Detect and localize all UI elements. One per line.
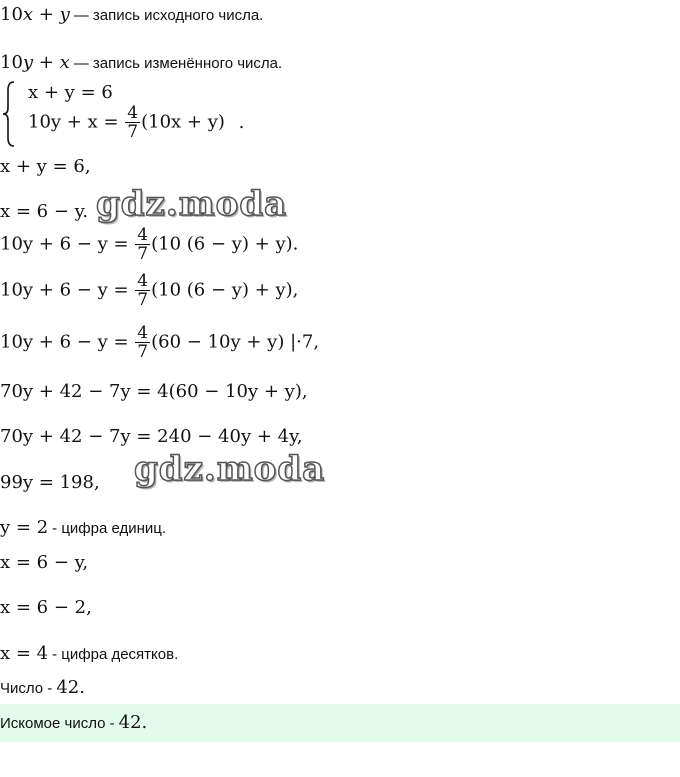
system-eq2-left: 10y + x =: [28, 111, 119, 133]
watermark-2: gdz.moda: [134, 449, 326, 489]
eq-right: (60 − 10y + y) |·7,: [151, 331, 320, 353]
fraction-numerator: 4: [127, 103, 139, 123]
eq-left: 10y + 6 − y =: [0, 279, 129, 301]
answer-line: [0, 712, 147, 733]
fraction-numerator: 4: [137, 225, 149, 245]
text-changed: — запись изменённого числа.: [73, 55, 283, 72]
eq-right: (10 (6 − y) + y).: [151, 233, 299, 255]
math-y-2: y = 2: [0, 517, 49, 538]
fraction-4-7: [125, 104, 140, 141]
line-multiplied: 70y + 42 − 7y = 4(60 − 10y + y),: [0, 381, 308, 402]
eq-right: (10 (6 − y) + y),: [151, 279, 299, 301]
fraction-4-7: [135, 226, 150, 263]
line-x-6-minus-y: x = 6 − y,: [0, 552, 89, 573]
eq-left: 10y + 6 − y =: [0, 233, 129, 255]
math-10y-plus-x: 10y + x: [0, 52, 70, 73]
system-dot: .: [238, 111, 245, 133]
math-x-4: x = 4: [0, 643, 49, 664]
line-y-result: [0, 517, 166, 538]
system-brace: [2, 80, 16, 148]
line-x-6-minus-2: x = 6 − 2,: [0, 597, 92, 618]
text-tens-digit: - цифра десятков.: [52, 646, 179, 663]
answer-text: Искомое число -: [0, 715, 115, 732]
line-number: [0, 677, 85, 698]
math-42: 42.: [56, 677, 85, 698]
line-original-number: [0, 4, 263, 25]
fraction-denominator: 7: [137, 244, 149, 264]
fraction-numerator: 4: [137, 323, 149, 343]
answer-value: 42.: [118, 712, 148, 733]
line-substitution-1: [0, 226, 298, 263]
line-x-result: [0, 643, 178, 664]
line-expand: [0, 324, 319, 361]
line-expanded: 70y + 42 − 7y = 240 − 40y + 4y,: [0, 426, 303, 447]
line-99y: 99y = 198,: [0, 472, 100, 493]
fraction-denominator: 7: [137, 290, 149, 310]
math-10x-plus-y: 10x + y: [0, 4, 70, 25]
watermark-1: gdz.moda: [96, 184, 288, 224]
line-x-plus-y: x + y = 6,: [0, 156, 91, 177]
fraction-4-7: [135, 324, 150, 361]
line-x-equals: x = 6 − y.: [0, 201, 89, 222]
system-eq1: x + y = 6: [28, 82, 113, 103]
fraction-denominator: 7: [137, 342, 149, 362]
eq-left: 10y + 6 − y =: [0, 331, 129, 353]
line-changed-number: [0, 52, 282, 73]
fraction-4-7: [135, 272, 150, 309]
text-original: — запись исходного числа.: [73, 7, 264, 24]
fraction-denominator: 7: [127, 122, 139, 142]
system-eq2-right: (10x + y): [141, 111, 225, 133]
text-number: Число -: [0, 680, 53, 697]
fraction-numerator: 4: [137, 271, 149, 291]
answer-box: [0, 704, 680, 742]
text-units-digit: - цифра единиц.: [52, 520, 167, 537]
line-substitution-2: [0, 272, 298, 309]
system-eq2: [28, 104, 244, 141]
